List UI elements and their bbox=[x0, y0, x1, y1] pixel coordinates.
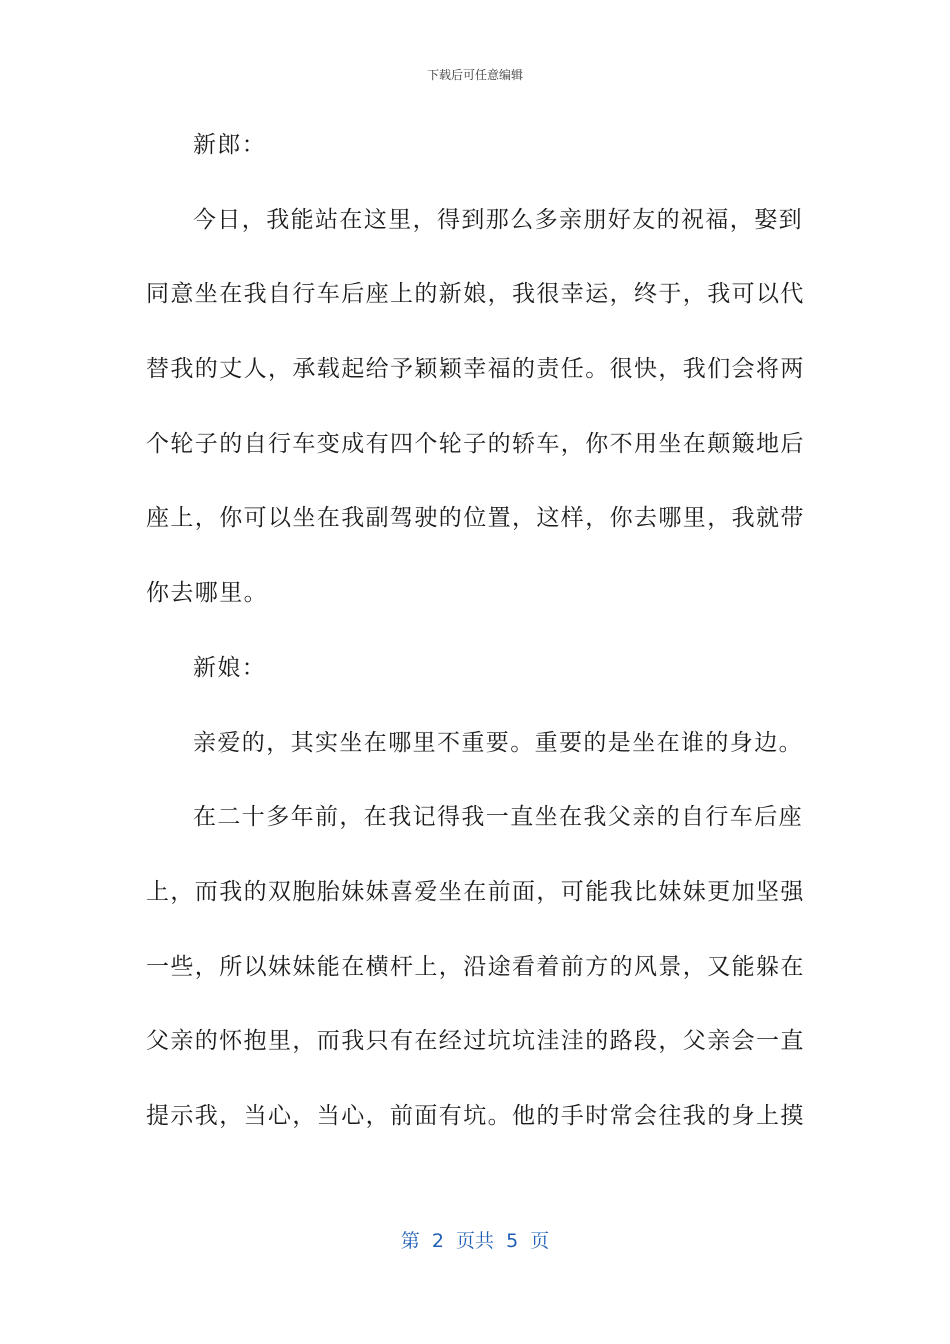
text-line: 座上，你可以坐在我副驾驶的位置，这样，你去哪里，我就带 bbox=[146, 505, 805, 532]
text-line: 在二十多年前，在我记得我一直坐在我父亲的自行车后座 bbox=[193, 804, 803, 831]
text-line: 一些，所以妹妹能在横杆上，沿途看着前方的风景，又能躲在 bbox=[146, 953, 805, 980]
text-line: 今日，我能站在这里，得到那么多亲朋好友的祝福，娶到 bbox=[193, 206, 803, 233]
document-body bbox=[146, 108, 805, 1154]
speaker-label-bride: 新娘： bbox=[193, 654, 267, 681]
page-number: 第 2 页共 5 页 bbox=[400, 1230, 550, 1252]
text-line: 你去哪里。 bbox=[146, 580, 268, 607]
speaker-label-groom: 新郎： bbox=[193, 132, 267, 158]
text-line: 上，而我的双胞胎妹妹喜爱坐在前面，可能我比妹妹更加坚强 bbox=[146, 878, 805, 905]
text-line: 替我的丈人，承载起给予颖颖幸福的责任。很快，我们会将两 bbox=[146, 356, 805, 383]
page-header-note: 下载后可任意编辑 bbox=[426, 68, 523, 82]
text-line: 亲爱的，其实坐在哪里不重要。重要的是坐在谁的身边。 bbox=[193, 729, 803, 756]
text-line: 父亲的怀抱里，而我只有在经过坑坑洼洼的路段，父亲会一直 bbox=[146, 1028, 805, 1055]
text-line: 同意坐在我自行车后座上的新娘，我很幸运，终于，我可以代 bbox=[146, 281, 805, 308]
text-line: 提示我，当心，当心，前面有坑。他的手时常会往我的身上摸 bbox=[146, 1102, 805, 1129]
text-line: 个轮子的自行车变成有四个轮子的轿车，你不用坐在颠簸地后 bbox=[146, 430, 805, 457]
